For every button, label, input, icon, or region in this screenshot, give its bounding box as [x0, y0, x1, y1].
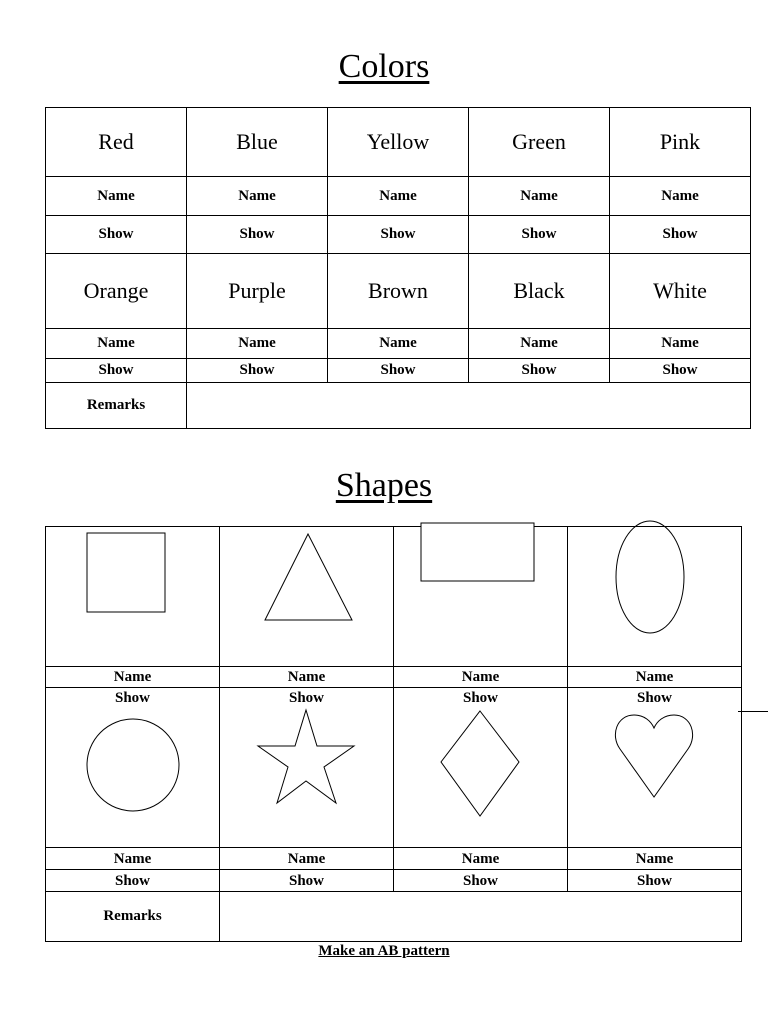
name-cell: Name	[394, 848, 568, 870]
name-cell: Name	[46, 848, 220, 870]
name-cell: Name	[46, 667, 220, 688]
shape-cell	[46, 688, 220, 848]
show-cell: Show	[46, 870, 220, 892]
color-cell: Black	[469, 254, 610, 329]
show-label: Show	[462, 690, 499, 706]
show-cell: Show	[469, 359, 610, 383]
show-cell: Show	[394, 870, 568, 892]
remarks-label: Remarks	[46, 892, 220, 942]
remarks-field[interactable]	[187, 383, 751, 429]
heart-icon	[568, 708, 741, 843]
name-cell: Name	[469, 329, 610, 359]
name-cell: Name	[568, 667, 742, 688]
remarks-label: Remarks	[46, 383, 187, 429]
shape-cell	[46, 527, 220, 667]
show-label: Show	[636, 690, 673, 706]
show-cell: Show	[610, 216, 751, 254]
color-cell: Red	[46, 108, 187, 177]
show-cell: Show	[328, 216, 469, 254]
diamond-icon	[394, 708, 567, 843]
show-cell: Show	[568, 870, 742, 892]
show-cell: Show	[469, 216, 610, 254]
name-cell: Name	[220, 667, 394, 688]
name-cell: Name	[220, 848, 394, 870]
shape-cell	[220, 688, 394, 848]
show-cell: Show	[187, 359, 328, 383]
color-cell: Green	[469, 108, 610, 177]
shape-cell	[568, 688, 742, 848]
colors-title: Colors	[338, 48, 430, 85]
remarks-field[interactable]	[220, 892, 742, 942]
name-cell: Name	[187, 329, 328, 359]
rectangle-icon	[394, 527, 567, 665]
shapes-title: Shapes	[335, 467, 433, 504]
name-cell: Name	[610, 177, 751, 216]
name-cell: Name	[187, 177, 328, 216]
color-cell: Brown	[328, 254, 469, 329]
show-cell: Show	[46, 359, 187, 383]
name-cell: Name	[394, 667, 568, 688]
color-cell: Purple	[187, 254, 328, 329]
name-cell: Name	[610, 329, 751, 359]
shape-cell	[394, 688, 568, 848]
star-icon	[220, 708, 393, 843]
name-cell: Name	[328, 329, 469, 359]
color-cell: Pink	[610, 108, 751, 177]
circle-icon	[46, 708, 219, 843]
square-icon	[46, 527, 219, 665]
name-cell: Name	[46, 329, 187, 359]
shape-cell	[220, 527, 394, 667]
cropped-table-edge	[738, 711, 768, 712]
show-cell: Show	[610, 359, 751, 383]
show-cell: Show	[187, 216, 328, 254]
show-label: Show	[114, 690, 151, 706]
name-cell: Name	[328, 177, 469, 216]
footer-instruction: Make an AB pattern	[318, 943, 450, 959]
triangle-icon	[220, 527, 393, 665]
shapes-table	[45, 526, 742, 942]
colors-table	[45, 107, 751, 429]
show-cell: Show	[328, 359, 469, 383]
color-cell: Yellow	[328, 108, 469, 177]
show-label: Show	[288, 690, 325, 706]
shape-cell	[568, 527, 742, 667]
oval-icon	[568, 527, 741, 665]
show-cell: Show	[46, 216, 187, 254]
name-cell: Name	[568, 848, 742, 870]
color-cell: Blue	[187, 108, 328, 177]
name-cell: Name	[46, 177, 187, 216]
name-cell: Name	[469, 177, 610, 216]
show-cell: Show	[220, 870, 394, 892]
color-cell: White	[610, 254, 751, 329]
shape-cell	[394, 527, 568, 667]
color-cell: Orange	[46, 254, 187, 329]
